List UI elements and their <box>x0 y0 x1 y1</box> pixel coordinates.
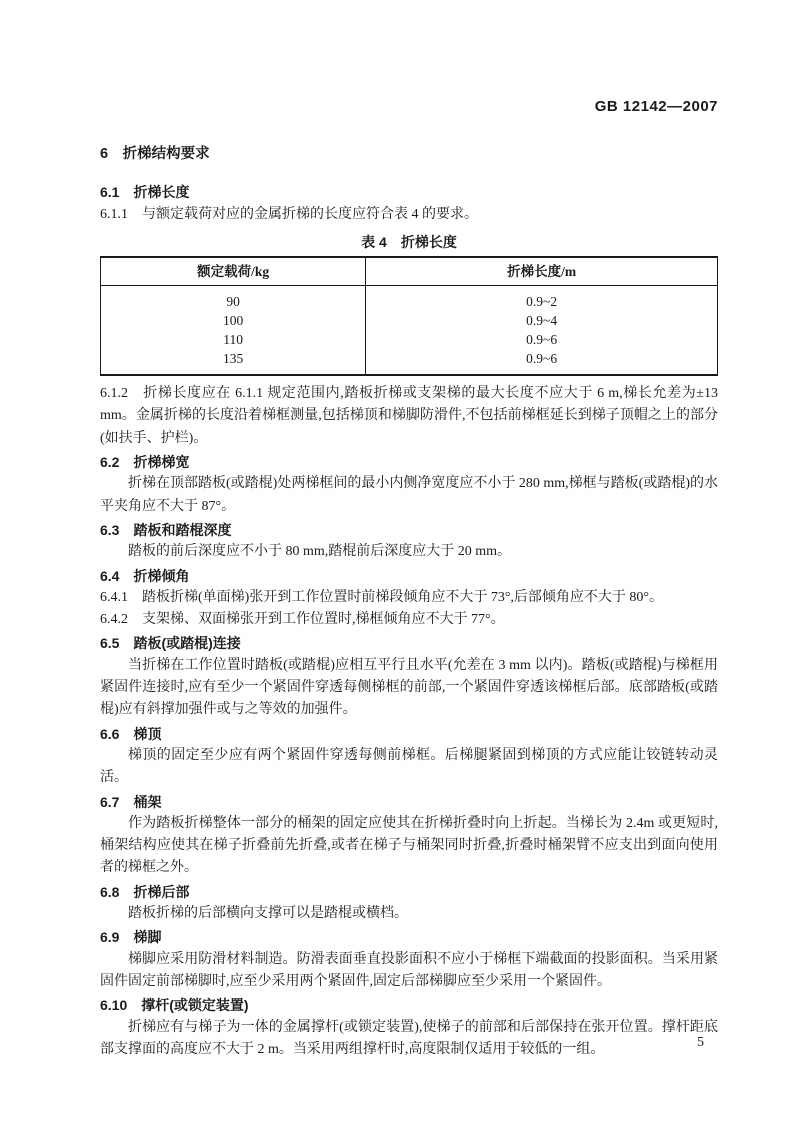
cell-length: 0.9~6 <box>526 332 558 348</box>
para-6-10: 折梯应有与梯子为一体的金属撑杆(或锁定装置),使梯子的前部和后部保持在张开位置。撑杆距底部支撑面的高度应不大于 2 m。当采用两组撑杆时,高度限制仅适用于较低的一组。 <box>100 1019 718 1057</box>
cell-load: 90 <box>101 286 366 312</box>
clause-6-4-1: 6.4.1 踏板折梯(单面梯)张开到工作位置时前梯段倾角应不大于 73°,后部倾角应不大于 80°。 <box>100 589 664 605</box>
heading-6-3: 6.3 踏板和踏棍深度 <box>100 521 232 538</box>
cell-length: 0.9~4 <box>526 313 558 329</box>
table-4-caption: 表 4 折梯长度 <box>361 233 457 250</box>
heading-chapter-6: 6 折梯结构要求 <box>100 146 210 162</box>
para-6-9: 梯脚应采用防滑材料制造。防滑表面垂直投影面积不应小于梯框下端截面的投影面积。当采用紧固件固定前部梯脚时,应至少采用两个紧固件,固定后部梯脚应至少采用一个紧固件。 <box>100 951 718 989</box>
para-6-2: 折梯在顶部踏板(或踏棍)处两梯框间的最小内侧净宽度应不小于 280 mm,梯框与踏板(或踏棍)的水平夹角应不大于 87°。 <box>100 476 718 514</box>
heading-6-9: 6.9 梯脚 <box>100 929 162 946</box>
cell-load: 135 <box>101 349 366 375</box>
cell-length: 0.9~2 <box>526 294 558 310</box>
table-row <box>101 311 718 330</box>
table-row <box>101 286 718 312</box>
clause-6-1-2: 6.1.2 折梯长度应在 6.1.1 规定范围内,踏板折梯或支架梯的最大长度不应大于 6 m,梯长允差为±13 mm。金属折梯的长度沿着梯框测量,包括梯顶和梯脚防滑件,不包括前梯框延长到梯子顶帽之上的部分(如扶手、护栏)。 <box>100 386 718 446</box>
table-row <box>101 349 718 375</box>
para-6-7: 作为踏板折梯整体一部分的桶架的固定应使其在折梯折叠时向上折起。当梯长为 2.4m 或更短时,桶架结构应使其在梯子折叠前先折叠,或者在梯子与桶架同时折叠,折叠时桶架臂不应支出到面向使用者的梯框之外。 <box>100 815 718 876</box>
column-header-ladder-length: 折梯长度/m <box>366 257 718 286</box>
cell-load: 100 <box>101 311 366 330</box>
heading-6-1: 6.1 折梯长度 <box>100 184 190 201</box>
para-6-6: 梯顶的固定至少应有两个紧固件穿透每侧前梯框。后梯腿紧固到梯顶的方式应能让铰链转动灵活。 <box>100 747 718 786</box>
doc-number: GB 12142—2007 <box>594 98 718 115</box>
page-content <box>100 98 718 1061</box>
table-row <box>101 330 718 349</box>
clause-6-4-2: 6.4.2 支架梯、双面梯张开到工作位置时,梯框倾角应不大于 77°。 <box>100 612 505 628</box>
table-header-row <box>101 257 718 286</box>
heading-6-2: 6.2 折梯梯宽 <box>100 454 190 471</box>
heading-6-6: 6.6 梯顶 <box>100 725 162 742</box>
heading-6-7: 6.7 桶架 <box>100 793 162 810</box>
para-6-3: 踏板的前后深度应不小于 80 mm,踏棍前后深度应大于 20 mm。 <box>128 544 512 560</box>
page-number: 5 <box>697 1035 704 1050</box>
heading-6-5: 6.5 踏板(或踏棍)连接 <box>100 635 241 652</box>
para-6-5: 当折梯在工作位置时踏板(或踏棍)应相互平行且水平(允差在 3 mm 以内)。踏板(或踏棍)与梯框用紧固件连接时,应有至少一个紧固件穿透每侧梯框的前部,一个紧固件穿透该梯框后部。底部踏板(或踏棍)应有斜撑加强件或与之等效的加强件。 <box>100 657 718 718</box>
heading-6-10: 6.10 撑杆(或锁定装置) <box>100 997 249 1014</box>
heading-6-8: 6.8 折梯后部 <box>100 883 190 900</box>
cell-load: 110 <box>101 330 366 349</box>
cell-length: 0.9~6 <box>366 349 718 375</box>
column-header-rated-load: 额定载荷/kg <box>101 257 366 286</box>
table-4 <box>100 256 718 376</box>
para-6-8: 踏板折梯的后部横向支撑可以是踏棍或横档。 <box>128 906 408 922</box>
heading-6-4: 6.4 折梯倾角 <box>100 567 190 584</box>
clause-6-1-1: 6.1.1 与额定载荷对应的金属折梯的长度应符合表 4 的要求。 <box>100 206 478 222</box>
